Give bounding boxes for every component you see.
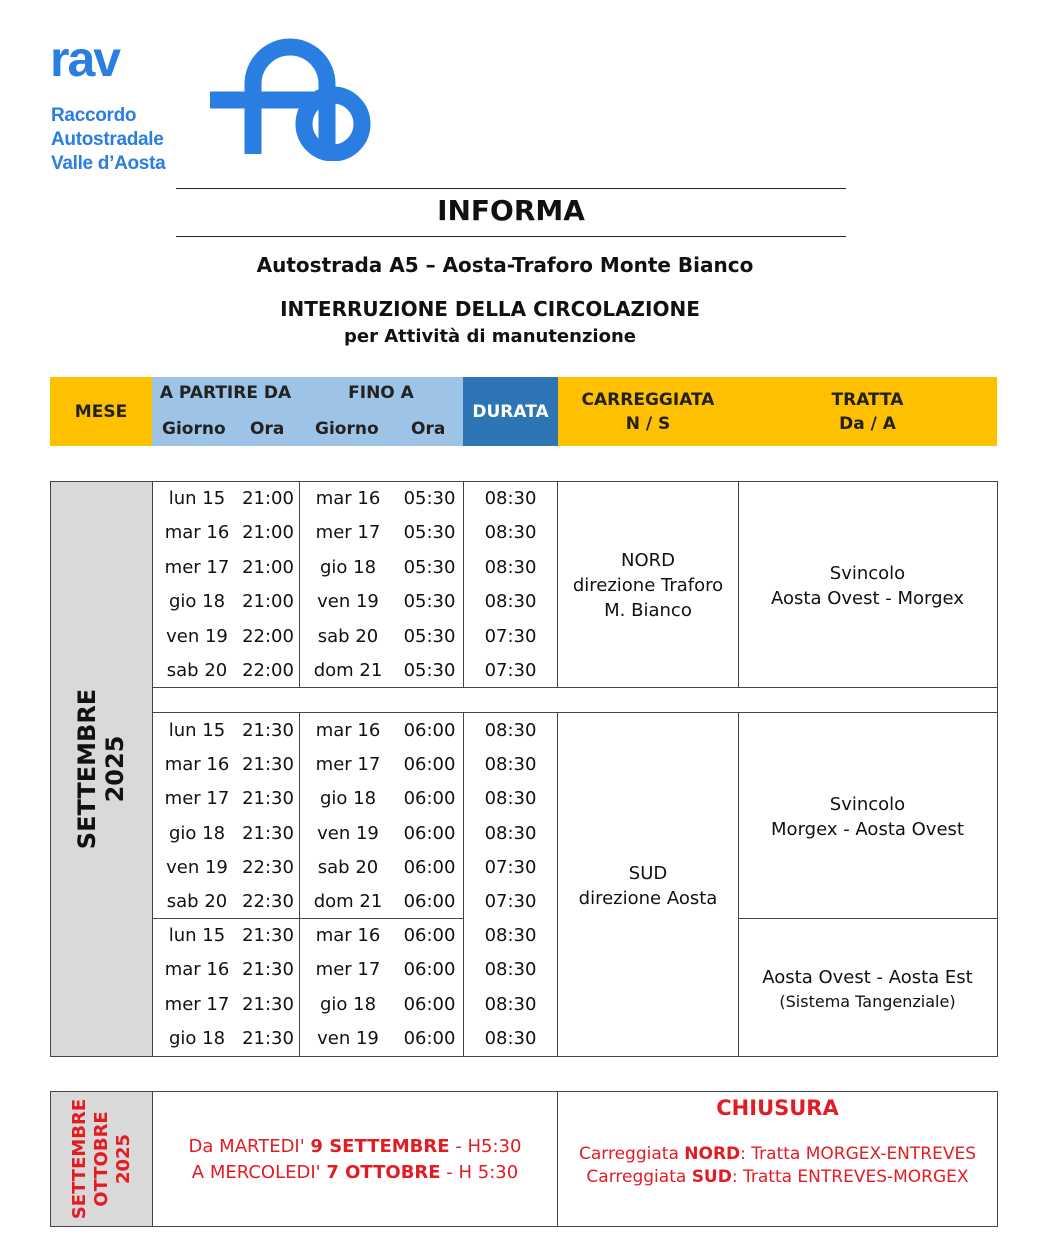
month-label-year: 2025 — [101, 735, 129, 803]
tratta-1-line: Aosta Ovest - Morgex — [771, 588, 964, 609]
schedule-to-day: gio 18 — [319, 788, 377, 810]
header-to-label: FINO A — [348, 383, 414, 403]
schedule-to-time: 06:00 — [403, 891, 456, 912]
schedule-to-day: gio 18 — [319, 556, 377, 578]
schedule-duration: 08:30 — [484, 754, 537, 776]
closure-border — [152, 1091, 153, 1227]
schedule-duration: 08:30 — [484, 959, 537, 981]
schedule-to-time: 05:30 — [403, 660, 456, 681]
schedule-duration: 07:30 — [484, 660, 537, 681]
schedule-from-time: 21:30 — [242, 959, 294, 981]
header-to — [299, 377, 463, 446]
closure-text: : Tratta ENTREVES-MORGEX — [731, 1167, 969, 1187]
page-title: INFORMA — [437, 194, 585, 227]
closure-nord — [558, 1143, 997, 1166]
schedule-from-day: gio 18 — [168, 1027, 226, 1049]
schedule-to-day: ven 19 — [317, 1027, 379, 1049]
closure-text: Da MARTEDI' — [188, 1136, 311, 1157]
schedule-to-day: mar 16 — [315, 925, 381, 947]
schedule-duration: 08:30 — [484, 720, 537, 741]
schedule-from-time: 21:30 — [242, 1027, 294, 1049]
schedule-from-day: mer 17 — [164, 556, 230, 578]
schedule-duration: 08:30 — [484, 788, 537, 810]
header-to-day: Giorno — [315, 419, 379, 439]
schedule-from-day: mar 16 — [164, 959, 230, 981]
closure-text: Carreggiata — [586, 1167, 692, 1187]
closure-text: A MERCOLEDI' — [191, 1162, 327, 1183]
schedule-from-day: sab 20 — [166, 891, 228, 912]
schedule-from-day: ven 19 — [166, 625, 228, 647]
schedule-from-day: sab 20 — [166, 660, 228, 681]
header-tratta-sub: Da / A — [839, 413, 896, 434]
carreggiata-nord — [558, 548, 738, 623]
schedule-from-time: 21:30 — [242, 754, 294, 776]
schedule-to-day: sab 20 — [317, 856, 379, 878]
schedule-to-time: 06:00 — [403, 822, 456, 844]
tratta-1 — [738, 561, 997, 611]
table-border — [50, 1056, 998, 1057]
table-divider — [152, 712, 998, 713]
schedule-to-day: mar 16 — [315, 488, 381, 509]
schedule-to-day: mer 17 — [315, 754, 381, 776]
schedule-to-time: 06:00 — [403, 1027, 456, 1049]
schedule-to-day: dom 21 — [313, 891, 383, 912]
road-title: Autostrada A5 – Aosta-Traforo Monte Bianco — [256, 253, 754, 277]
closure-month-line: OTTOBRE — [91, 1111, 112, 1207]
closure-period-start — [152, 1134, 558, 1160]
schedule-from-time: 22:00 — [242, 625, 294, 647]
carreggiata-sud — [558, 861, 738, 911]
schedule-from-day: mar 16 — [164, 754, 230, 776]
schedule-to-day: dom 21 — [313, 660, 383, 681]
closure-direction: NORD — [684, 1144, 741, 1164]
table-divider — [738, 918, 998, 919]
carreggiata-sud-line: SUD — [628, 863, 668, 884]
schedule-from-day: lun 15 — [168, 488, 226, 509]
table-border — [997, 481, 998, 1057]
schedule-to-time: 06:00 — [403, 993, 456, 1015]
closure-border — [997, 1091, 998, 1227]
closure-month-line: SETTEMBRE — [69, 1098, 90, 1220]
header-tratta-label: TRATTA — [831, 389, 904, 410]
tratta-3-note: (Sistema Tangenziale) — [779, 992, 956, 1011]
logo-rav-text: rav — [50, 31, 120, 87]
notice-subtitle-2: per Attività di manutenzione — [344, 326, 636, 347]
logo-company-name — [51, 104, 165, 176]
header-rule-bottom — [176, 236, 846, 237]
schedule-to-time: 06:00 — [403, 959, 456, 981]
schedule-from-time: 21:00 — [242, 488, 294, 509]
schedule-to-day: mer 17 — [315, 959, 381, 981]
header-mese-label: MESE — [74, 401, 128, 422]
header-mese — [50, 377, 152, 446]
logo-name-line: Raccordo — [51, 105, 137, 126]
schedule-to-time: 06:00 — [403, 754, 456, 776]
schedule-duration: 08:30 — [484, 556, 537, 578]
schedule-to-time: 05:30 — [403, 556, 456, 578]
closure-text: - H5:30 — [449, 1136, 522, 1157]
header-carreggiata-label: CARREGGIATA — [581, 389, 715, 410]
closure-border — [50, 1091, 998, 1092]
schedule-from-time: 21:00 — [242, 591, 294, 613]
header-durata-label: DURATA — [472, 401, 549, 422]
schedule-from-day: lun 15 — [168, 720, 226, 741]
closure-border — [50, 1226, 998, 1227]
tratta-2 — [738, 792, 997, 842]
notice-subtitle: INTERRUZIONE DELLA CIRCOLAZIONE — [280, 297, 700, 321]
schedule-from-time: 21:30 — [242, 720, 294, 741]
tratta-2-line: Svincolo — [829, 794, 906, 815]
schedule-to-day: ven 19 — [317, 822, 379, 844]
schedule-to-time: 05:30 — [403, 488, 456, 509]
schedule-duration: 08:30 — [484, 522, 537, 544]
closure-direction: SUD — [691, 1167, 732, 1187]
header-durata — [463, 377, 558, 446]
schedule-from-day: mer 17 — [164, 788, 230, 810]
carreggiata-nord-line: M. Bianco — [604, 600, 692, 621]
schedule-to-day: ven 19 — [317, 591, 379, 613]
schedule-from-day: gio 18 — [168, 822, 226, 844]
schedule-from-day: mer 17 — [164, 993, 230, 1015]
header-from — [152, 377, 299, 446]
header-tratta — [738, 377, 997, 446]
schedule-to-time: 06:00 — [403, 720, 456, 741]
logo-name-line: Autostradale — [51, 129, 164, 150]
schedule-duration: 08:30 — [484, 925, 537, 947]
header-from-time: Ora — [250, 419, 285, 439]
tratta-2-line: Morgex - Aosta Ovest — [771, 819, 964, 840]
carreggiata-sud-line: direzione Aosta — [578, 888, 718, 909]
closure-date: 7 OTTOBRE — [326, 1162, 441, 1183]
table-border — [50, 481, 51, 1057]
schedule-from-day: ven 19 — [166, 856, 228, 878]
schedule-to-day: mar 16 — [315, 720, 381, 741]
schedule-to-time: 05:30 — [403, 591, 456, 613]
schedule-from-time: 22:30 — [242, 856, 294, 878]
closure-border — [557, 1091, 558, 1227]
schedule-to-day: mer 17 — [315, 522, 381, 544]
header-rule-top — [176, 188, 846, 189]
logo-name-line: Valle d’Aosta — [51, 153, 166, 174]
closure-title: CHIUSURA — [716, 1096, 839, 1120]
schedule-duration: 08:30 — [484, 822, 537, 844]
schedule-from-time: 22:30 — [242, 891, 294, 912]
schedule-from-day: lun 15 — [168, 925, 226, 947]
schedule-duration: 08:30 — [484, 488, 537, 509]
month-label — [73, 689, 129, 849]
schedule-from-time: 21:30 — [242, 822, 294, 844]
closure-border — [50, 1091, 51, 1227]
header-from-label: A PARTIRE DA — [159, 383, 292, 403]
schedule-duration: 07:30 — [484, 891, 537, 912]
schedule-duration: 07:30 — [484, 625, 537, 647]
schedule-from-time: 21:30 — [242, 993, 294, 1015]
carreggiata-nord-line: direzione Traforo — [572, 575, 724, 596]
header-to-time: Ora — [411, 419, 446, 439]
schedule-duration: 07:30 — [484, 856, 537, 878]
closure-sud — [558, 1166, 997, 1189]
schedule-from-time: 21:00 — [242, 556, 294, 578]
closure-month-label — [69, 1099, 135, 1219]
schedule-to-time: 06:00 — [403, 925, 456, 947]
closure-text: - H 5:30 — [440, 1162, 519, 1183]
schedule-duration: 08:30 — [484, 1027, 537, 1049]
schedule-to-time: 05:30 — [403, 625, 456, 647]
closure-text: Carreggiata — [579, 1144, 685, 1164]
carreggiata-nord-line: NORD — [621, 550, 675, 571]
closure-date: 9 SETTEMBRE — [310, 1136, 450, 1157]
schedule-to-time: 06:00 — [403, 856, 456, 878]
schedule-from-time: 22:00 — [242, 660, 294, 681]
closure-period-end — [152, 1160, 558, 1186]
header-carreggiata-sub: N / S — [625, 413, 671, 434]
schedule-to-day: sab 20 — [317, 625, 379, 647]
tratta-1-line: Svincolo — [829, 563, 906, 584]
schedule-from-time: 21:30 — [242, 925, 294, 947]
schedule-to-time: 06:00 — [403, 788, 456, 810]
closure-text: : Tratta MORGEX-ENTREVES — [740, 1144, 976, 1164]
schedule-from-time: 21:30 — [242, 788, 294, 810]
schedule-duration: 08:30 — [484, 591, 537, 613]
schedule-to-day: gio 18 — [319, 993, 377, 1015]
schedule-from-day: gio 18 — [168, 591, 226, 613]
month-label-month: SETTEMBRE — [73, 688, 101, 850]
header-from-day: Giorno — [162, 419, 226, 439]
schedule-from-time: 21:00 — [242, 522, 294, 544]
schedule-duration: 08:30 — [484, 993, 537, 1015]
tratta-3-line: Aosta Ovest - Aosta Est — [762, 967, 973, 988]
header-carreggiata — [558, 377, 738, 446]
closure-month-line: 2025 — [113, 1133, 134, 1185]
closure-period — [152, 1134, 558, 1186]
schedule-to-time: 05:30 — [403, 522, 456, 544]
schedule-from-day: mar 16 — [164, 522, 230, 544]
logo-mark-icon — [210, 26, 380, 161]
tratta-3 — [738, 966, 997, 1014]
closure-details — [558, 1143, 997, 1189]
